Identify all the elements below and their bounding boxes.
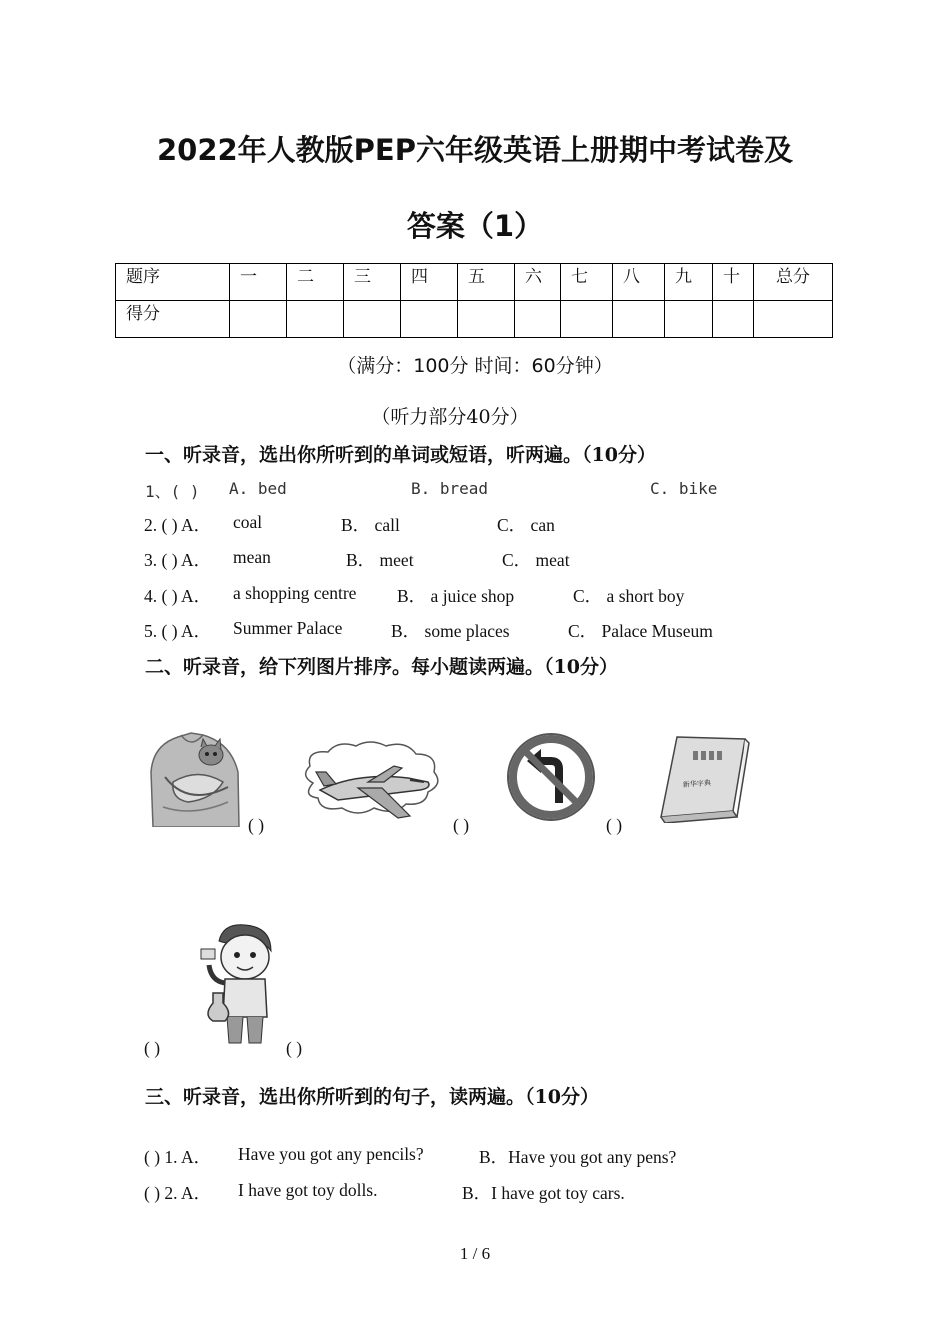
score-cell[interactable] [713,301,754,338]
s3-q2-option-a[interactable]: I have got toy dolls. [238,1180,378,1200]
s3-q1-option-a[interactable]: Have you got any pencils? [238,1144,424,1164]
q5-option-a[interactable]: Summer Palace [233,618,343,638]
section3-heading: 三、听录音，选出你所听到的句子，读两遍。（10分） [145,1086,599,1108]
dictionary-book-icon [655,733,751,823]
answer-blank-4[interactable]: ( ) [144,1038,161,1058]
score-cell[interactable] [754,301,833,338]
s3-q1-option-b[interactable]: B．Have you got any pens? [479,1147,677,1167]
score-cell[interactable] [515,301,561,338]
q1-number: 1、( ) [145,482,200,501]
table-cell: 六 [515,264,561,301]
q2-option-a[interactable]: coal [233,512,263,532]
q4-option-a[interactable]: a shopping centre [233,583,357,603]
boy-with-flask-icon [193,921,279,1049]
page-title: 2022年人教版PEP六年级英语上册期中考试卷及 [156,133,794,167]
q3-option-c[interactable]: C． meat [502,550,570,570]
s3-q1-number: ( ) 1. A． [144,1147,212,1167]
q5-option-c[interactable]: C． Palace Museum [568,621,713,641]
q5-number: 5. ( ) A． [144,621,212,641]
q4-number: 4. ( ) A． [144,586,212,606]
page-number: 1 / 6 [459,1244,491,1263]
score-cell[interactable] [344,301,401,338]
no-left-turn-sign-icon [505,731,597,823]
s3-q2-option-b[interactable]: B．I have got toy cars. [462,1183,625,1203]
score-cell[interactable] [613,301,665,338]
q3-option-b[interactable]: B． meet [346,550,414,570]
table-cell: 十 [713,264,754,301]
score-table [115,263,833,338]
table-cell: 二 [287,264,344,301]
q4-option-b[interactable]: B． a juice shop [397,586,515,606]
table-cell: 得分 [116,301,230,338]
table-cell: 三 [344,264,401,301]
q2-option-b[interactable]: B． call [341,515,400,535]
score-cell[interactable] [230,301,287,338]
table-cell: 题序 [116,264,230,301]
answer-blank-2[interactable]: ( ) [453,815,470,835]
score-table-header-row [116,264,833,301]
table-cell: 一 [230,264,287,301]
table-cell: 七 [561,264,613,301]
q5-option-b[interactable]: B． some places [391,621,510,641]
table-cell: 四 [401,264,458,301]
score-cell[interactable] [665,301,713,338]
s3-q2-number: ( ) 2. A． [144,1183,212,1203]
score-cell[interactable] [401,301,458,338]
book-title-text: 新华字典 [682,779,712,789]
q3-number: 3. ( ) A． [144,550,212,570]
answer-blank-3[interactable]: ( ) [606,815,623,835]
answer-blank-5[interactable]: ( ) [286,1038,303,1058]
person-with-cat-icon [143,727,243,827]
score-table-score-row [116,301,833,338]
score-cell[interactable] [458,301,515,338]
q1-option-b[interactable]: B. bread [411,479,489,498]
table-cell: 五 [458,264,515,301]
section2-heading: 二、听录音，给下列图片排序。每小题读两遍。（10分） [145,656,618,678]
section1-heading: 一、听录音，选出你所听到的单词或短语，听两遍。（10分） [145,444,656,466]
score-cell[interactable] [287,301,344,338]
score-cell[interactable] [561,301,613,338]
airplane-icon [298,738,444,826]
q4-option-c[interactable]: C． a short boy [573,586,685,606]
q2-number: 2. ( ) A． [144,515,212,535]
exam-meta: （满分：100分 时间：60分钟） [337,355,613,377]
answer-blank-1[interactable]: ( ) [248,815,265,835]
listening-header: （听力部分40分） [371,406,529,428]
page-title-line2: 答案（1） [406,209,544,243]
table-cell: 总分 [754,264,833,301]
table-cell: 九 [665,264,713,301]
q1-option-c[interactable]: C. bike [650,479,718,498]
q2-option-c[interactable]: C． can [497,515,555,535]
q3-option-a[interactable]: mean [233,547,271,567]
table-cell: 八 [613,264,665,301]
q1-option-a[interactable]: A. bed [229,479,287,498]
